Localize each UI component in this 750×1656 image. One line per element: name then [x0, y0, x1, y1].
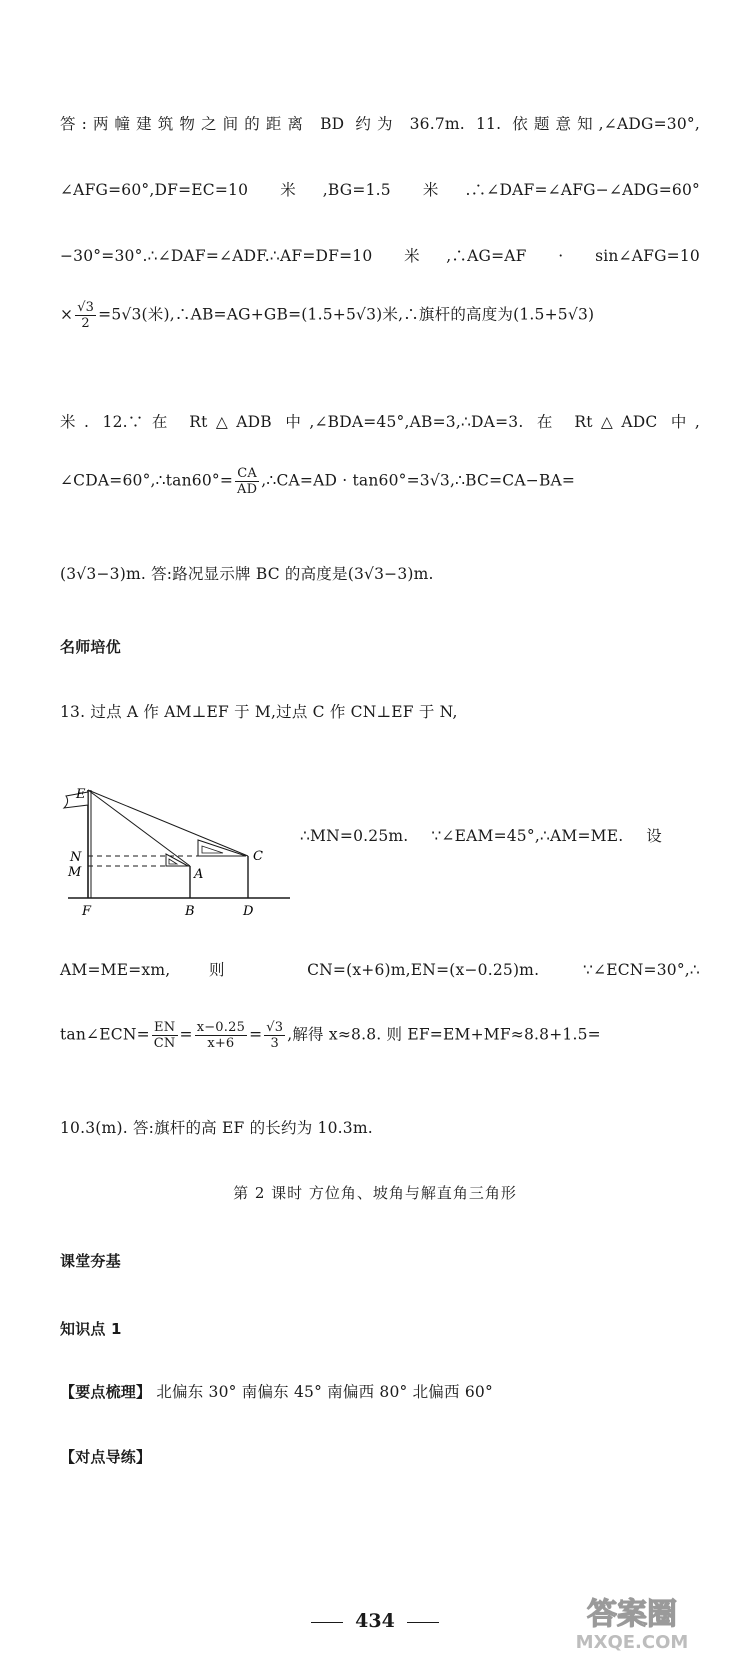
- label-c: C: [253, 849, 263, 864]
- fraction-x-expr: $\frac{x-0.25}{x+6}$: [196, 1020, 246, 1051]
- fraction-en-over-cn: $\frac{EN}{CN}$: [153, 1020, 176, 1051]
- heading-zhi-shi-dian-1: 知识点 1: [60, 1320, 122, 1338]
- label-f: F: [82, 904, 92, 918]
- watermark-text-top: 答案圈: [587, 1597, 677, 1632]
- watermark-logo: [522, 1592, 742, 1654]
- text-line-3: −30°=30°.∴∠DAF=∠ADF.∴AF=DF=10 米,∴AG=AF · sin∠AFG=10: [60, 247, 700, 265]
- heading-ming-shi-pei-you: 名师培优: [60, 638, 121, 656]
- text-line-11: tan∠ECN= $\frac{EN}{CN}$ = $\frac{x-0.25}{x+6}$ = $\frac{√3}{3}$ ,解得 x≈8.8. 则 EF=EM+MF≈8.8+1.5=: [60, 1020, 601, 1051]
- label-yao-dian-shu-li: 【要点梳理】: [60, 1383, 152, 1401]
- label-dui-dian-dao-lian: 【对点导练】: [60, 1448, 152, 1466]
- text-line-7: (3√3−3)m. 答:路况显示牌 BC 的高度是(3√3−3)m.: [60, 565, 434, 583]
- page-number-dash-right: [407, 1622, 439, 1623]
- text-line-9: ∴MN=0.25m. ∵∠EAM=45°,∴AM=ME. 设: [300, 827, 662, 845]
- text-line-8: 13. 过点 A 作 AM⊥EF 于 M,过点 C 作 CN⊥EF 于 N,: [60, 703, 458, 721]
- line-ea: [88, 790, 190, 866]
- text-line-1: 答:两幢建筑物之间的距离 BD 约为 36.7m. 11. 依题意知,∠ADG=30°,: [60, 115, 700, 133]
- text-line-2: ∠AFG=60°,DF=EC=10 米,BG=1.5 米.∴∠DAF=∠AFG−∠ADG=60°: [60, 181, 700, 199]
- fraction-sqrt3-over-2: $\frac{√3}{2}$: [77, 300, 95, 331]
- heading-ke-tang-hang-ji: 课堂夯基: [60, 1252, 121, 1270]
- text-line-13: [60, 1380, 700, 1402]
- label-n: N: [70, 850, 82, 865]
- geometry-figure: [58, 788, 298, 918]
- label-e: E: [76, 788, 86, 802]
- label-b: B: [185, 904, 195, 918]
- fraction-ca-over-ad: $\frac{CA}{AD}$: [237, 466, 258, 497]
- text-line-10: AM=ME=xm,则 CN=(x+6)m,EN=(x−0.25)m. ∵∠ECN=30°,∴: [60, 961, 700, 979]
- fraction-sqrt3-over-3: $\frac{√3}{3}$: [266, 1020, 284, 1051]
- text-line-12: 10.3(m). 答:旗杆的高 EF 的长约为 10.3m.: [60, 1119, 373, 1137]
- page-number-dash-left: [311, 1622, 343, 1623]
- text-line-4: × $\frac{√3}{2}$ =5√3(米),∴AB=AG+GB=(1.5+5√3)米,∴旗杆的高度为(1.5+5√3): [60, 300, 595, 331]
- bearings-answers: 北偏东 30° 南偏东 45° 南偏西 80° 北偏西 60°: [151, 1383, 493, 1401]
- text-line-5: 米. 12.∵在 Rt△ADB 中,∠BDA=45°,AB=3,∴DA=3. 在 Rt△ADC 中,: [60, 413, 700, 431]
- set-square-c: [198, 840, 246, 856]
- watermark-text-bottom: MXQE.COM: [575, 1632, 689, 1653]
- label-m: M: [68, 865, 82, 880]
- label-d: D: [243, 904, 254, 918]
- page-number: 434: [0, 1610, 750, 1632]
- text-line-6: ∠CDA=60°,∴tan60°= $\frac{CA}{AD}$ ,∴CA=AD · tan60°=3√3,∴BC=CA−BA=: [60, 466, 576, 497]
- label-a: A: [194, 867, 204, 882]
- section-title: 第 2 课时 方位角、坡角与解直角三角形: [233, 1184, 517, 1202]
- line-ec: [88, 790, 248, 856]
